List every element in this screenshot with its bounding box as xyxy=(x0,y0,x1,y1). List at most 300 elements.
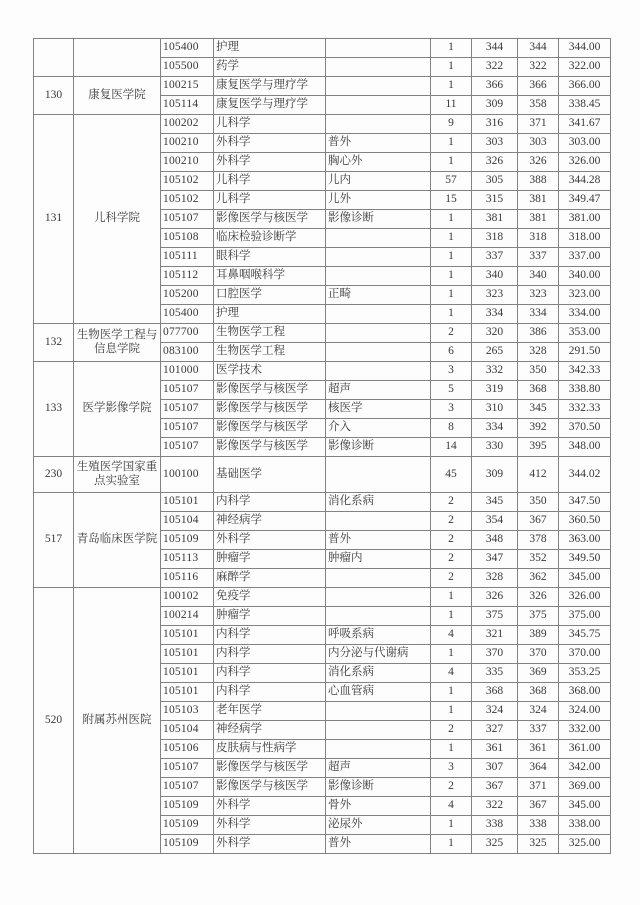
major-code-cell: 100210 xyxy=(161,134,214,153)
max-score-cell: 412 xyxy=(518,457,559,493)
direction-cell xyxy=(326,702,431,721)
count-cell: 3 xyxy=(431,400,472,419)
max-score-cell: 386 xyxy=(518,324,559,343)
min-score-cell: 305 xyxy=(472,172,518,191)
direction-cell: 超声 xyxy=(326,759,431,778)
count-cell: 4 xyxy=(431,797,472,816)
count-cell: 2 xyxy=(431,778,472,797)
count-cell: 1 xyxy=(431,267,472,286)
max-score-cell: 338 xyxy=(518,816,559,835)
min-score-cell: 340 xyxy=(472,267,518,286)
major-name-cell: 医学技术 xyxy=(214,362,326,381)
major-code-cell: 105107 xyxy=(161,438,214,457)
major-name-cell: 康复医学与理疗学 xyxy=(214,96,326,115)
avg-score-cell: 344.28 xyxy=(559,172,611,191)
min-score-cell: 310 xyxy=(472,400,518,419)
school-name-cell: 儿科学院 xyxy=(74,115,161,324)
direction-cell xyxy=(326,96,431,115)
min-score-cell: 337 xyxy=(472,248,518,267)
direction-cell xyxy=(326,569,431,588)
count-cell: 1 xyxy=(431,134,472,153)
major-code-cell: 083100 xyxy=(161,343,214,362)
school-name-cell: 生殖医学国家重点实验室 xyxy=(74,457,161,493)
count-cell: 4 xyxy=(431,626,472,645)
count-cell: 9 xyxy=(431,115,472,134)
min-score-cell: 366 xyxy=(472,77,518,96)
major-name-cell: 外科学 xyxy=(214,134,326,153)
avg-score-cell: 332.00 xyxy=(559,721,611,740)
count-cell: 2 xyxy=(431,531,472,550)
count-cell: 2 xyxy=(431,493,472,512)
avg-score-cell: 326.00 xyxy=(559,588,611,607)
school-name-cell: 附属苏州医院 xyxy=(74,588,161,854)
max-score-cell: 323 xyxy=(518,286,559,305)
min-score-cell: 307 xyxy=(472,759,518,778)
major-name-cell: 儿科学 xyxy=(214,191,326,210)
min-score-cell: 324 xyxy=(472,702,518,721)
major-code-cell: 105101 xyxy=(161,664,214,683)
count-cell: 2 xyxy=(431,512,472,531)
major-name-cell: 外科学 xyxy=(214,797,326,816)
major-code-cell: 105400 xyxy=(161,39,214,58)
table-row xyxy=(34,115,611,134)
major-code-cell: 105106 xyxy=(161,740,214,759)
avg-score-cell: 369.00 xyxy=(559,778,611,797)
count-cell: 2 xyxy=(431,324,472,343)
count-cell: 2 xyxy=(431,721,472,740)
max-score-cell: 325 xyxy=(518,835,559,854)
school-code-cell: 133 xyxy=(34,362,74,457)
major-code-cell: 105109 xyxy=(161,835,214,854)
direction-cell: 呼吸系病 xyxy=(326,626,431,645)
major-name-cell: 临床检验诊断学 xyxy=(214,229,326,248)
major-code-cell: 105107 xyxy=(161,778,214,797)
avg-score-cell: 349.47 xyxy=(559,191,611,210)
major-code-cell: 105104 xyxy=(161,721,214,740)
major-name-cell: 外科学 xyxy=(214,531,326,550)
major-name-cell: 肿瘤学 xyxy=(214,550,326,569)
max-score-cell: 340 xyxy=(518,267,559,286)
min-score-cell: 338 xyxy=(472,816,518,835)
major-name-cell: 生物医学工程 xyxy=(214,324,326,343)
avg-score-cell: 366.00 xyxy=(559,77,611,96)
min-score-cell: 381 xyxy=(472,210,518,229)
major-code-cell: 105112 xyxy=(161,267,214,286)
max-score-cell: 337 xyxy=(518,721,559,740)
major-name-cell: 儿科学 xyxy=(214,115,326,134)
min-score-cell: 354 xyxy=(472,512,518,531)
avg-score-cell: 344.00 xyxy=(559,39,611,58)
count-cell: 14 xyxy=(431,438,472,457)
major-name-cell: 内科学 xyxy=(214,683,326,702)
direction-cell: 内分泌与代谢病 xyxy=(326,645,431,664)
direction-cell: 消化系病 xyxy=(326,664,431,683)
major-code-cell: 077700 xyxy=(161,324,214,343)
major-code-cell: 105107 xyxy=(161,759,214,778)
max-score-cell: 364 xyxy=(518,759,559,778)
direction-cell: 普外 xyxy=(326,531,431,550)
school-name-cell: 医学影像学院 xyxy=(74,362,161,457)
major-code-cell: 105114 xyxy=(161,96,214,115)
direction-cell: 儿外 xyxy=(326,191,431,210)
major-code-cell: 105107 xyxy=(161,400,214,419)
count-cell: 1 xyxy=(431,248,472,267)
max-score-cell: 350 xyxy=(518,493,559,512)
max-score-cell: 344 xyxy=(518,39,559,58)
count-cell: 4 xyxy=(431,664,472,683)
direction-cell xyxy=(326,267,431,286)
max-score-cell: 381 xyxy=(518,191,559,210)
school-name-cell: 青岛临床医学院 xyxy=(74,493,161,588)
direction-cell: 超声 xyxy=(326,381,431,400)
major-name-cell: 影像医学与核医学 xyxy=(214,419,326,438)
max-score-cell: 345 xyxy=(518,400,559,419)
major-code-cell: 100102 xyxy=(161,588,214,607)
major-name-cell: 康复医学与理疗学 xyxy=(214,77,326,96)
major-name-cell: 护理 xyxy=(214,39,326,58)
max-score-cell: 371 xyxy=(518,778,559,797)
direction-cell: 影像诊断 xyxy=(326,438,431,457)
max-score-cell: 378 xyxy=(518,531,559,550)
max-score-cell: 367 xyxy=(518,797,559,816)
avg-score-cell: 349.50 xyxy=(559,550,611,569)
major-name-cell: 基础医学 xyxy=(214,457,326,493)
count-cell: 1 xyxy=(431,645,472,664)
max-score-cell: 395 xyxy=(518,438,559,457)
school-name-cell: 生物医学工程与信息学院 xyxy=(74,324,161,362)
min-score-cell: 326 xyxy=(472,153,518,172)
avg-score-cell: 325.00 xyxy=(559,835,611,854)
count-cell: 1 xyxy=(431,58,472,77)
major-code-cell: 105400 xyxy=(161,305,214,324)
avg-score-cell: 342.00 xyxy=(559,759,611,778)
min-score-cell: 309 xyxy=(472,96,518,115)
max-score-cell: 326 xyxy=(518,153,559,172)
avg-score-cell: 303.00 xyxy=(559,134,611,153)
major-code-cell: 105109 xyxy=(161,797,214,816)
max-score-cell: 337 xyxy=(518,248,559,267)
direction-cell: 普外 xyxy=(326,134,431,153)
major-code-cell: 105109 xyxy=(161,816,214,835)
avg-score-cell: 345.00 xyxy=(559,569,611,588)
avg-score-cell: 337.00 xyxy=(559,248,611,267)
avg-score-cell: 291.50 xyxy=(559,343,611,362)
min-score-cell: 367 xyxy=(472,778,518,797)
min-score-cell: 348 xyxy=(472,531,518,550)
avg-score-cell: 361.00 xyxy=(559,740,611,759)
min-score-cell: 303 xyxy=(472,134,518,153)
major-name-cell: 免疫学 xyxy=(214,588,326,607)
min-score-cell: 323 xyxy=(472,286,518,305)
min-score-cell: 334 xyxy=(472,305,518,324)
avg-score-cell: 334.00 xyxy=(559,305,611,324)
max-score-cell: 358 xyxy=(518,96,559,115)
min-score-cell: 319 xyxy=(472,381,518,400)
table-row xyxy=(34,362,611,381)
direction-cell: 消化系病 xyxy=(326,493,431,512)
major-code-cell: 105107 xyxy=(161,381,214,400)
avg-score-cell: 370.50 xyxy=(559,419,611,438)
min-score-cell: 321 xyxy=(472,626,518,645)
max-score-cell: 367 xyxy=(518,512,559,531)
avg-score-cell: 360.50 xyxy=(559,512,611,531)
major-code-cell: 105103 xyxy=(161,702,214,721)
direction-cell: 胸心外 xyxy=(326,153,431,172)
major-code-cell: 105111 xyxy=(161,248,214,267)
major-name-cell: 外科学 xyxy=(214,816,326,835)
school-name-cell: 康复医学院 xyxy=(74,77,161,115)
max-score-cell: 362 xyxy=(518,569,559,588)
min-score-cell: 335 xyxy=(472,664,518,683)
max-score-cell: 369 xyxy=(518,664,559,683)
major-code-cell: 105107 xyxy=(161,419,214,438)
max-score-cell: 352 xyxy=(518,550,559,569)
avg-score-cell: 332.33 xyxy=(559,400,611,419)
direction-cell xyxy=(326,324,431,343)
min-score-cell: 344 xyxy=(472,39,518,58)
major-name-cell: 神经病学 xyxy=(214,512,326,531)
major-code-cell: 100215 xyxy=(161,77,214,96)
avg-score-cell: 324.00 xyxy=(559,702,611,721)
count-cell: 1 xyxy=(431,286,472,305)
count-cell: 3 xyxy=(431,362,472,381)
direction-cell xyxy=(326,115,431,134)
avg-score-cell: 323.00 xyxy=(559,286,611,305)
major-code-cell: 105200 xyxy=(161,286,214,305)
major-name-cell: 药学 xyxy=(214,58,326,77)
school-code-cell: 130 xyxy=(34,77,74,115)
min-score-cell: 309 xyxy=(472,457,518,493)
min-score-cell: 328 xyxy=(472,569,518,588)
major-name-cell: 内科学 xyxy=(214,493,326,512)
direction-cell: 核医学 xyxy=(326,400,431,419)
major-name-cell: 肿瘤学 xyxy=(214,607,326,626)
major-name-cell: 护理 xyxy=(214,305,326,324)
count-cell: 1 xyxy=(431,77,472,96)
min-score-cell: 322 xyxy=(472,797,518,816)
major-name-cell: 皮肤病与性病学 xyxy=(214,740,326,759)
direction-cell: 骨外 xyxy=(326,797,431,816)
max-score-cell: 326 xyxy=(518,588,559,607)
count-cell: 1 xyxy=(431,305,472,324)
direction-cell: 正畸 xyxy=(326,286,431,305)
max-score-cell: 368 xyxy=(518,381,559,400)
avg-score-cell: 381.00 xyxy=(559,210,611,229)
major-name-cell: 外科学 xyxy=(214,835,326,854)
school-code-cell: 230 xyxy=(34,457,74,493)
max-score-cell: 375 xyxy=(518,607,559,626)
direction-cell xyxy=(326,343,431,362)
count-cell: 57 xyxy=(431,172,472,191)
table-row xyxy=(34,324,611,343)
major-code-cell: 101000 xyxy=(161,362,214,381)
count-cell: 1 xyxy=(431,835,472,854)
avg-score-cell: 368.00 xyxy=(559,683,611,702)
major-name-cell: 耳鼻咽喉科学 xyxy=(214,267,326,286)
min-score-cell: 327 xyxy=(472,721,518,740)
direction-cell xyxy=(326,305,431,324)
school-name-cell xyxy=(74,39,161,77)
avg-score-cell: 347.50 xyxy=(559,493,611,512)
major-name-cell: 内科学 xyxy=(214,664,326,683)
count-cell: 2 xyxy=(431,550,472,569)
min-score-cell: 330 xyxy=(472,438,518,457)
direction-cell: 影像诊断 xyxy=(326,210,431,229)
major-code-cell: 100210 xyxy=(161,153,214,172)
count-cell: 1 xyxy=(431,740,472,759)
max-score-cell: 370 xyxy=(518,645,559,664)
max-score-cell: 334 xyxy=(518,305,559,324)
major-code-cell: 100214 xyxy=(161,607,214,626)
major-name-cell: 生物医学工程 xyxy=(214,343,326,362)
major-name-cell: 老年医学 xyxy=(214,702,326,721)
max-score-cell: 324 xyxy=(518,702,559,721)
count-cell: 1 xyxy=(431,39,472,58)
count-cell: 5 xyxy=(431,381,472,400)
major-code-cell: 105116 xyxy=(161,569,214,588)
min-score-cell: 326 xyxy=(472,588,518,607)
count-cell: 1 xyxy=(431,816,472,835)
avg-score-cell: 345.00 xyxy=(559,797,611,816)
major-name-cell: 影像医学与核医学 xyxy=(214,438,326,457)
count-cell: 2 xyxy=(431,569,472,588)
avg-score-cell: 338.45 xyxy=(559,96,611,115)
major-code-cell: 105104 xyxy=(161,512,214,531)
school-code-cell: 131 xyxy=(34,115,74,324)
max-score-cell: 303 xyxy=(518,134,559,153)
avg-score-cell: 353.25 xyxy=(559,664,611,683)
direction-cell: 心血管病 xyxy=(326,683,431,702)
min-score-cell: 334 xyxy=(472,419,518,438)
major-name-cell: 影像医学与核医学 xyxy=(214,381,326,400)
min-score-cell: 361 xyxy=(472,740,518,759)
admissions-score-table xyxy=(33,38,611,854)
avg-score-cell: 322.00 xyxy=(559,58,611,77)
count-cell: 6 xyxy=(431,343,472,362)
major-code-cell: 105101 xyxy=(161,683,214,702)
direction-cell: 儿内 xyxy=(326,172,431,191)
major-name-cell: 影像医学与核医学 xyxy=(214,759,326,778)
major-code-cell: 105101 xyxy=(161,626,214,645)
avg-score-cell: 375.00 xyxy=(559,607,611,626)
school-code-cell xyxy=(34,39,74,77)
avg-score-cell: 326.00 xyxy=(559,153,611,172)
count-cell: 1 xyxy=(431,683,472,702)
min-score-cell: 318 xyxy=(472,229,518,248)
major-code-cell: 105102 xyxy=(161,191,214,210)
table-row xyxy=(34,588,611,607)
max-score-cell: 388 xyxy=(518,172,559,191)
direction-cell xyxy=(326,588,431,607)
major-code-cell: 105101 xyxy=(161,645,214,664)
min-score-cell: 370 xyxy=(472,645,518,664)
avg-score-cell: 370.00 xyxy=(559,645,611,664)
major-code-cell: 100202 xyxy=(161,115,214,134)
direction-cell xyxy=(326,457,431,493)
avg-score-cell: 338.80 xyxy=(559,381,611,400)
major-name-cell: 内科学 xyxy=(214,645,326,664)
major-code-cell: 105107 xyxy=(161,210,214,229)
major-code-cell: 105108 xyxy=(161,229,214,248)
school-code-cell: 132 xyxy=(34,324,74,362)
count-cell: 1 xyxy=(431,702,472,721)
avg-score-cell: 353.00 xyxy=(559,324,611,343)
table-row xyxy=(34,39,611,58)
avg-score-cell: 344.02 xyxy=(559,457,611,493)
max-score-cell: 350 xyxy=(518,362,559,381)
avg-score-cell: 348.00 xyxy=(559,438,611,457)
max-score-cell: 328 xyxy=(518,343,559,362)
avg-score-cell: 340.00 xyxy=(559,267,611,286)
direction-cell xyxy=(326,77,431,96)
major-name-cell: 儿科学 xyxy=(214,172,326,191)
direction-cell: 介入 xyxy=(326,419,431,438)
count-cell: 11 xyxy=(431,96,472,115)
avg-score-cell: 342.33 xyxy=(559,362,611,381)
major-code-cell: 105113 xyxy=(161,550,214,569)
max-score-cell: 368 xyxy=(518,683,559,702)
major-name-cell: 内科学 xyxy=(214,626,326,645)
major-name-cell: 影像医学与核医学 xyxy=(214,210,326,229)
max-score-cell: 389 xyxy=(518,626,559,645)
count-cell: 15 xyxy=(431,191,472,210)
max-score-cell: 361 xyxy=(518,740,559,759)
count-cell: 1 xyxy=(431,153,472,172)
count-cell: 8 xyxy=(431,419,472,438)
major-code-cell: 105500 xyxy=(161,58,214,77)
min-score-cell: 345 xyxy=(472,493,518,512)
count-cell: 3 xyxy=(431,759,472,778)
max-score-cell: 392 xyxy=(518,419,559,438)
min-score-cell: 320 xyxy=(472,324,518,343)
max-score-cell: 318 xyxy=(518,229,559,248)
direction-cell xyxy=(326,740,431,759)
min-score-cell: 316 xyxy=(472,115,518,134)
avg-score-cell: 318.00 xyxy=(559,229,611,248)
max-score-cell: 366 xyxy=(518,77,559,96)
count-cell: 45 xyxy=(431,457,472,493)
table-row xyxy=(34,493,611,512)
count-cell: 1 xyxy=(431,210,472,229)
direction-cell xyxy=(326,248,431,267)
direction-cell xyxy=(326,58,431,77)
major-name-cell: 口腔医学 xyxy=(214,286,326,305)
count-cell: 1 xyxy=(431,588,472,607)
table-body xyxy=(34,39,611,854)
major-name-cell: 影像医学与核医学 xyxy=(214,400,326,419)
major-name-cell: 神经病学 xyxy=(214,721,326,740)
direction-cell xyxy=(326,362,431,381)
max-score-cell: 381 xyxy=(518,210,559,229)
count-cell: 1 xyxy=(431,229,472,248)
count-cell: 1 xyxy=(431,607,472,626)
min-score-cell: 265 xyxy=(472,343,518,362)
avg-score-cell: 345.75 xyxy=(559,626,611,645)
major-name-cell: 外科学 xyxy=(214,153,326,172)
major-code-cell: 105102 xyxy=(161,172,214,191)
min-score-cell: 375 xyxy=(472,607,518,626)
major-name-cell: 麻醉学 xyxy=(214,569,326,588)
direction-cell: 普外 xyxy=(326,835,431,854)
min-score-cell: 322 xyxy=(472,58,518,77)
max-score-cell: 371 xyxy=(518,115,559,134)
direction-cell xyxy=(326,229,431,248)
direction-cell: 影像诊断 xyxy=(326,778,431,797)
major-code-cell: 100100 xyxy=(161,457,214,493)
direction-cell xyxy=(326,607,431,626)
school-code-cell: 517 xyxy=(34,493,74,588)
direction-cell xyxy=(326,721,431,740)
